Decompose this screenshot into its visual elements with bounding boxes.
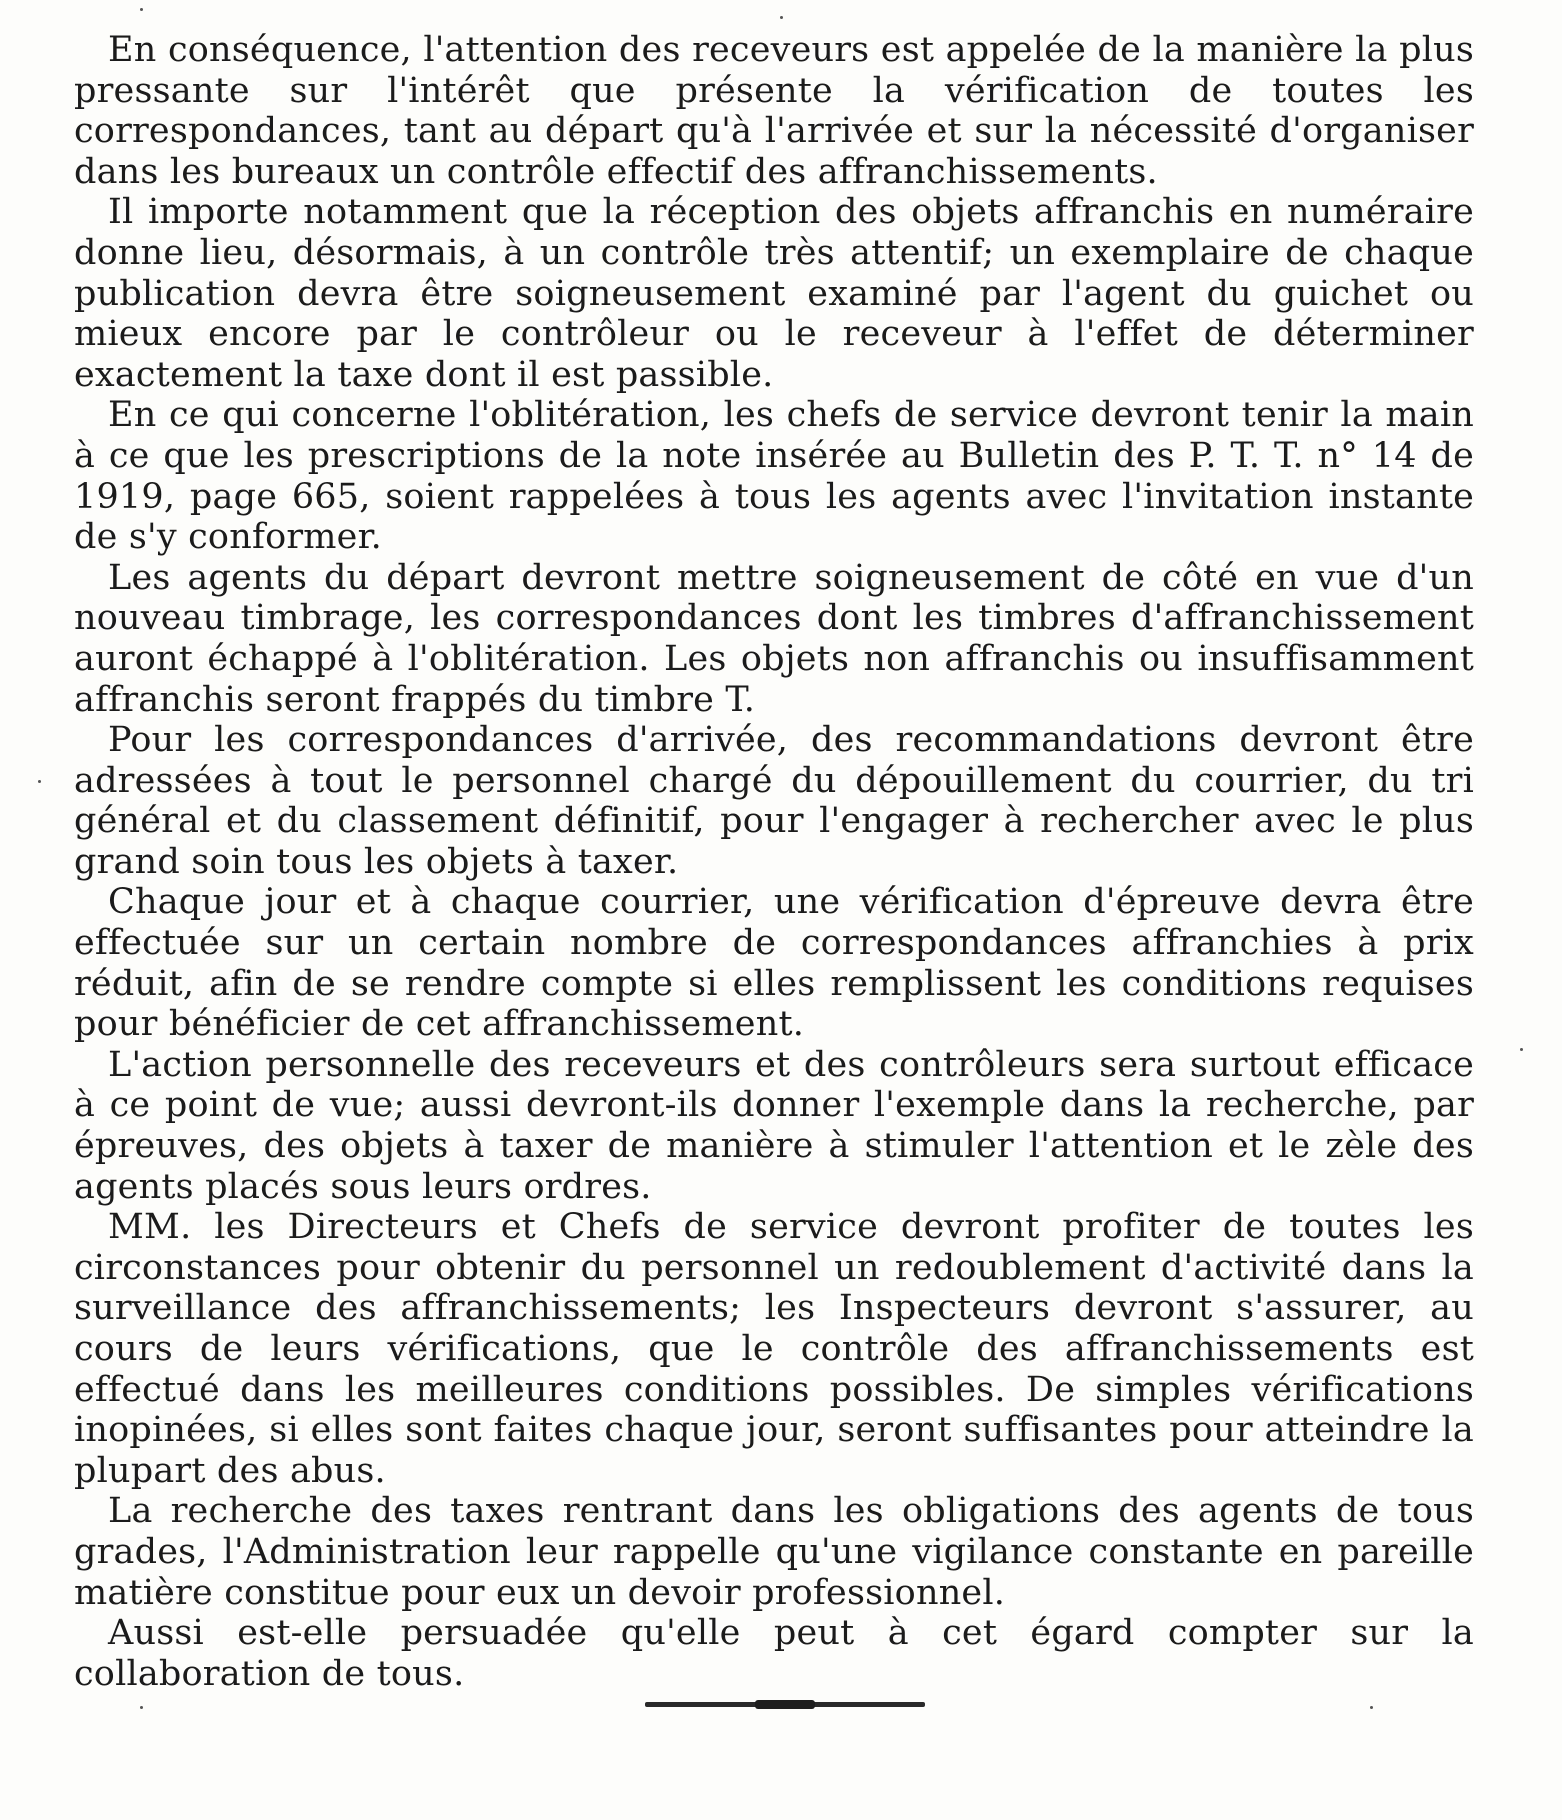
paragraph-1: En conséquence, l'attention des receveurs est appelée de la manière la plus pressante sur l'intérêt que présente la vérification de toutes les correspondances, tant au départ qu'à l'arrivée et sur la nécessité d'organiser dans les bureaux un contrôle effectif des affranchissements. <box>74 30 1474 192</box>
paragraph-9: La recherche des taxes rentrant dans les obligations des agents de tous grades, l'Administration leur rappelle qu'une vigilance constante en pareille matière constitue pour eux un devoir professionnel. <box>74 1491 1474 1613</box>
scan-speck <box>140 1706 143 1709</box>
paragraph-8: MM. les Directeurs et Chefs de service devront profiter de toutes les circonstances pour obtenir du personnel un redoublement d'activité dans la surveillance des affranchissements; les Inspecteurs devront s'assurer, au cours de leurs vérifications, que le contrôle des affranchissements est effectué dans les meilleures conditions possibles. De simples vérifications inopinées, si elles sont faites chaque jour, seront suffisantes pour atteindre la plupart des abus. <box>74 1207 1474 1491</box>
scan-speck <box>1520 1048 1523 1051</box>
paragraph-6: Chaque jour et à chaque courrier, une vérification d'épreuve devra être effectuée sur un certain nombre de correspondances affranchies à prix réduit, afin de se rendre compte si elles remplissent les conditions requises pour bénéficier de cet affranchissement. <box>74 882 1474 1045</box>
scan-speck <box>140 8 143 11</box>
paragraph-7: L'action personnelle des receveurs et des contrôleurs sera surtout efficace à ce point de vue; aussi devront-ils donner l'exemple dans la recherche, par épreuves, des objets à taxer de manière à stimuler l'attention et le zèle des agents placés sous leurs ordres. <box>74 1044 1474 1207</box>
end-separator-rule <box>645 1702 925 1707</box>
paragraph-2: Il importe notamment que la réception des objets affranchis en numéraire donne lieu, désormais, à un contrôle très attentif; un exemplaire de chaque publication devra être soigneusement examiné par l'agent du guichet ou mieux encore par le contrôleur ou le receveur à l'effet de déterminer exactement la taxe dont il est passible. <box>74 192 1474 395</box>
scan-speck <box>38 780 41 783</box>
scan-speck <box>1370 1706 1373 1709</box>
scan-speck <box>780 16 783 19</box>
paragraph-5: Pour les correspondances d'arrivée, des recommandations devront être adressées à tout le personnel chargé du dépouillement du courrier, du tri général et du classement définitif, pour l'engager à rechercher avec le plus grand soin tous les objets à taxer. <box>74 720 1474 882</box>
document-body <box>74 30 1474 1694</box>
paragraph-10: Aussi est-elle persuadée qu'elle peut à cet égard compter sur la collaboration de tous. <box>74 1613 1474 1694</box>
paragraph-3: En ce qui concerne l'oblitération, les chefs de service devront tenir la main à ce que les prescriptions de la note insérée au Bulletin des P. T. T. n° 14 de 1919, page 665, soient rappelées à tous les agents avec l'invitation instante de s'y conformer. <box>74 395 1474 558</box>
paragraph-4: Les agents du départ devront mettre soigneusement de côté en vue d'un nouveau timbrage, les correspondances dont les timbres d'affranchissement auront échappé à l'oblitération. Les objets non affranchis ou insuffisamment affranchis seront frappés du timbre T. <box>74 557 1474 720</box>
